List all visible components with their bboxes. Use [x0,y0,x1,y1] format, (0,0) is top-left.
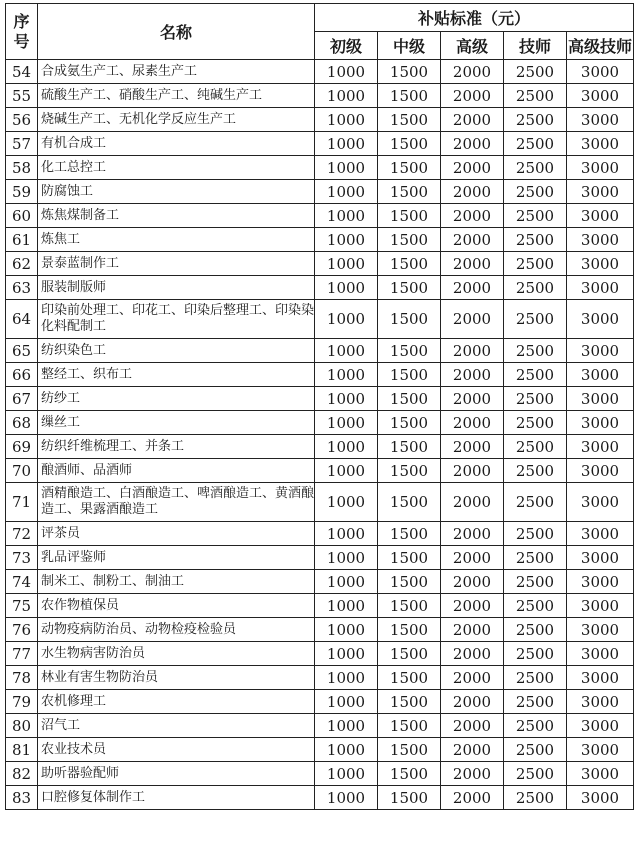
table-row [6,738,634,762]
table-row [6,546,634,570]
occupation-name: 景泰蓝制作工 [38,252,315,276]
subsidy-amount: 3000 [567,522,634,546]
subsidy-amount: 1000 [315,483,378,522]
occupation-name: 口腔修复体制作工 [38,786,315,810]
table-row [6,108,634,132]
subsidy-amount: 2500 [504,483,567,522]
level-header: 初级 [315,32,378,60]
subsidy-amount: 3000 [567,618,634,642]
table-row [6,252,634,276]
table-row [6,483,634,522]
occupation-name: 酿酒师、品酒师 [38,459,315,483]
level-header: 高级技师 [567,32,634,60]
row-number: 61 [6,228,38,252]
subsidy-amount: 1500 [378,435,441,459]
table-row [6,666,634,690]
level-header: 高级 [441,32,504,60]
subsidy-amount: 2000 [441,459,504,483]
subsidy-amount: 2500 [504,363,567,387]
subsidy-amount: 3000 [567,762,634,786]
subsidy-amount: 2500 [504,666,567,690]
table-row [6,363,634,387]
subsidy-amount: 2500 [504,690,567,714]
subsidy-amount: 3000 [567,459,634,483]
occupation-name: 烧碱生产工、无机化学反应生产工 [38,108,315,132]
subsidy-amount: 2500 [504,411,567,435]
occupation-name: 炼焦工 [38,228,315,252]
occupation-name: 助听器验配师 [38,762,315,786]
subsidy-amount: 1500 [378,108,441,132]
subsidy-amount: 3000 [567,786,634,810]
subsidy-amount: 1500 [378,411,441,435]
occupation-name: 防腐蚀工 [38,180,315,204]
table-row [6,339,634,363]
occupation-name: 制米工、制粉工、制油工 [38,570,315,594]
subsidy-amount: 2000 [441,714,504,738]
occupation-name: 纺织染色工 [38,339,315,363]
subsidy-amount: 3000 [567,300,634,339]
occupation-name: 林业有害生物防治员 [38,666,315,690]
row-number: 68 [6,411,38,435]
subsidy-amount: 2500 [504,786,567,810]
subsidy-amount: 1000 [315,666,378,690]
subsidy-amount: 3000 [567,156,634,180]
occupation-name: 乳品评鉴师 [38,546,315,570]
row-number: 67 [6,387,38,411]
subsidy-amount: 1500 [378,459,441,483]
subsidy-amount: 1500 [378,594,441,618]
occupation-name: 评茶员 [38,522,315,546]
subsidy-amount: 1000 [315,459,378,483]
subsidy-amount: 2500 [504,618,567,642]
subsidy-amount: 3000 [567,690,634,714]
row-number: 64 [6,300,38,339]
subsidy-amount: 1000 [315,618,378,642]
subsidy-amount: 1000 [315,84,378,108]
subsidy-amount: 1000 [315,387,378,411]
subsidy-amount: 2000 [441,204,504,228]
table-row [6,180,634,204]
subsidy-amount: 3000 [567,483,634,522]
subsidy-amount: 2000 [441,300,504,339]
row-number: 72 [6,522,38,546]
subsidy-amount: 2500 [504,714,567,738]
subsidy-amount: 2000 [441,339,504,363]
subsidy-amount: 2000 [441,483,504,522]
occupation-name: 缫丝工 [38,411,315,435]
subsidy-amount: 1000 [315,204,378,228]
occupation-name: 酒精酿造工、白酒酿造工、啤酒酿造工、黄酒酿造工、果露酒酿造工 [38,483,315,522]
subsidy-amount: 1000 [315,690,378,714]
subsidy-amount: 1000 [315,642,378,666]
table-row [6,786,634,810]
subsidy-amount: 2000 [441,642,504,666]
occupation-name: 农机修理工 [38,690,315,714]
row-number: 74 [6,570,38,594]
subsidy-amount: 2500 [504,252,567,276]
subsidy-amount: 1000 [315,546,378,570]
subsidy-amount: 1500 [378,666,441,690]
occupation-name: 动物疫病防治员、动物检疫检验员 [38,618,315,642]
row-number: 62 [6,252,38,276]
subsidy-amount: 2500 [504,762,567,786]
table-row [6,714,634,738]
subsidy-amount: 2500 [504,546,567,570]
table-row [6,228,634,252]
subsidy-amount: 1500 [378,762,441,786]
subsidy-amount: 2500 [504,339,567,363]
row-number: 56 [6,108,38,132]
subsidy-amount: 2000 [441,762,504,786]
subsidy-amount: 2000 [441,690,504,714]
occupation-name: 服装制版师 [38,276,315,300]
subsidy-amount: 1000 [315,60,378,84]
subsidy-amount: 1000 [315,156,378,180]
table-row [6,570,634,594]
subsidy-amount: 3000 [567,228,634,252]
occupation-name: 有机合成工 [38,132,315,156]
subsidy-amount: 2500 [504,738,567,762]
subsidy-amount: 2000 [441,60,504,84]
subsidy-amount: 1500 [378,690,441,714]
subsidy-amount: 1000 [315,252,378,276]
table-row [6,60,634,84]
occupation-name: 纺纱工 [38,387,315,411]
subsidy-amount: 2500 [504,108,567,132]
table-row [6,762,634,786]
table-row [6,459,634,483]
table-row [6,435,634,459]
subsidy-amount: 1500 [378,156,441,180]
subsidy-amount: 2000 [441,84,504,108]
subsidy-amount: 2000 [441,156,504,180]
row-number: 79 [6,690,38,714]
subsidy-amount: 3000 [567,84,634,108]
subsidy-amount: 3000 [567,276,634,300]
subsidy-amount: 1000 [315,411,378,435]
subsidy-amount: 1000 [315,228,378,252]
subsidy-amount: 3000 [567,642,634,666]
subsidy-amount: 1500 [378,300,441,339]
occupation-name: 炼焦煤制备工 [38,204,315,228]
subsidy-amount: 3000 [567,666,634,690]
table-row [6,300,634,339]
subsidy-amount: 1000 [315,180,378,204]
subsidy-amount: 2500 [504,180,567,204]
subsidy-amount: 2500 [504,204,567,228]
occupation-name: 整经工、织布工 [38,363,315,387]
subsidy-amount: 1000 [315,300,378,339]
subsidy-amount: 1500 [378,642,441,666]
subsidy-amount: 1500 [378,363,441,387]
occupation-name: 硫酸生产工、硝酸生产工、纯碱生产工 [38,84,315,108]
subsidy-amount: 3000 [567,132,634,156]
subsidy-amount: 3000 [567,714,634,738]
subsidy-amount: 3000 [567,339,634,363]
row-number: 55 [6,84,38,108]
subsidy-amount: 2500 [504,228,567,252]
subsidy-amount: 1500 [378,180,441,204]
subsidy-amount: 1500 [378,228,441,252]
subsidy-amount: 1000 [315,339,378,363]
subsidy-amount: 2500 [504,84,567,108]
subsidy-amount: 1000 [315,363,378,387]
occupation-name: 化工总控工 [38,156,315,180]
row-number: 58 [6,156,38,180]
subsidy-amount: 2500 [504,300,567,339]
subsidy-amount: 2000 [441,546,504,570]
occupation-name: 纺织纤维梳理工、并条工 [38,435,315,459]
subsidy-amount: 3000 [567,435,634,459]
subsidy-amount: 2500 [504,387,567,411]
table-row [6,411,634,435]
subsidy-amount: 1000 [315,132,378,156]
subsidy-amount: 1000 [315,522,378,546]
row-number: 71 [6,483,38,522]
subsidy-amount: 1500 [378,786,441,810]
level-header: 中级 [378,32,441,60]
subsidy-amount: 3000 [567,363,634,387]
subsidy-amount: 2500 [504,642,567,666]
subsidy-amount: 1500 [378,483,441,522]
subsidy-header: 补贴标准（元） [315,4,634,32]
subsidy-amount: 1500 [378,132,441,156]
subsidy-amount: 2000 [441,618,504,642]
subsidy-amount: 3000 [567,546,634,570]
row-number: 69 [6,435,38,459]
subsidy-amount: 3000 [567,411,634,435]
subsidy-amount: 1500 [378,618,441,642]
row-number: 63 [6,276,38,300]
table-row [6,594,634,618]
subsidy-amount: 3000 [567,594,634,618]
subsidy-amount: 2500 [504,156,567,180]
row-number: 60 [6,204,38,228]
row-number: 65 [6,339,38,363]
table-row [6,387,634,411]
row-number: 78 [6,666,38,690]
subsidy-amount: 1500 [378,204,441,228]
occupation-name: 沼气工 [38,714,315,738]
subsidy-amount: 1000 [315,435,378,459]
row-number: 75 [6,594,38,618]
subsidy-amount: 2000 [441,666,504,690]
table-row [6,642,634,666]
subsidy-amount: 2000 [441,522,504,546]
table-body [6,60,634,810]
subsidy-amount: 1500 [378,570,441,594]
subsidy-amount: 2500 [504,276,567,300]
subsidy-amount: 3000 [567,60,634,84]
occupation-name: 合成氨生产工、尿素生产工 [38,60,315,84]
subsidy-amount: 1500 [378,738,441,762]
subsidy-amount: 1500 [378,276,441,300]
level-header: 技师 [504,32,567,60]
subsidy-amount: 2000 [441,387,504,411]
occupation-name: 农作物植保员 [38,594,315,618]
row-number: 54 [6,60,38,84]
subsidy-amount: 1500 [378,387,441,411]
subsidy-amount: 3000 [567,738,634,762]
subsidy-amount: 3000 [567,570,634,594]
occupation-name: 水生物病害防治员 [38,642,315,666]
subsidy-amount: 2000 [441,180,504,204]
occupation-name: 印染前处理工、印花工、印染后整理工、印染染化料配制工 [38,300,315,339]
occupation-name: 农业技术员 [38,738,315,762]
subsidy-amount: 2000 [441,594,504,618]
subsidy-amount: 2500 [504,435,567,459]
subsidy-amount: 2000 [441,570,504,594]
table-row [6,618,634,642]
subsidy-amount: 2000 [441,252,504,276]
subsidy-amount: 3000 [567,252,634,276]
subsidy-amount: 2500 [504,522,567,546]
name-header: 名称 [38,4,315,60]
table-row [6,84,634,108]
row-number: 73 [6,546,38,570]
subsidy-amount: 1000 [315,276,378,300]
row-number: 81 [6,738,38,762]
table-row [6,522,634,546]
table-row [6,690,634,714]
row-number: 82 [6,762,38,786]
subsidy-amount: 1500 [378,546,441,570]
subsidy-amount: 2500 [504,60,567,84]
subsidy-amount: 1000 [315,714,378,738]
subsidy-amount: 2000 [441,132,504,156]
subsidy-amount: 2000 [441,228,504,252]
subsidy-amount: 1500 [378,252,441,276]
seq-header: 序号 [6,4,38,60]
subsidy-amount: 1000 [315,108,378,132]
table-row [6,204,634,228]
subsidy-amount: 1500 [378,84,441,108]
subsidy-amount: 1000 [315,738,378,762]
row-number: 77 [6,642,38,666]
row-number: 59 [6,180,38,204]
subsidy-amount: 2000 [441,786,504,810]
row-number: 70 [6,459,38,483]
subsidy-amount: 2000 [441,276,504,300]
table-row [6,132,634,156]
subsidy-table [5,3,634,810]
row-number: 76 [6,618,38,642]
row-number: 66 [6,363,38,387]
subsidy-amount: 2500 [504,459,567,483]
subsidy-amount: 1000 [315,594,378,618]
subsidy-amount: 1000 [315,786,378,810]
row-number: 83 [6,786,38,810]
subsidy-amount: 2000 [441,411,504,435]
subsidy-amount: 2000 [441,738,504,762]
subsidy-amount: 3000 [567,180,634,204]
subsidy-amount: 2500 [504,570,567,594]
subsidy-amount: 3000 [567,108,634,132]
subsidy-amount: 2000 [441,108,504,132]
subsidy-amount: 3000 [567,204,634,228]
subsidy-amount: 1500 [378,522,441,546]
subsidy-amount: 1500 [378,339,441,363]
subsidy-amount: 1500 [378,60,441,84]
row-number: 57 [6,132,38,156]
subsidy-amount: 1000 [315,762,378,786]
subsidy-amount: 3000 [567,387,634,411]
subsidy-amount: 1500 [378,714,441,738]
table-row [6,156,634,180]
subsidy-amount: 2000 [441,435,504,459]
subsidy-amount: 2500 [504,132,567,156]
table-row [6,276,634,300]
subsidy-amount: 2500 [504,594,567,618]
row-number: 80 [6,714,38,738]
subsidy-amount: 1000 [315,570,378,594]
subsidy-amount: 2000 [441,363,504,387]
